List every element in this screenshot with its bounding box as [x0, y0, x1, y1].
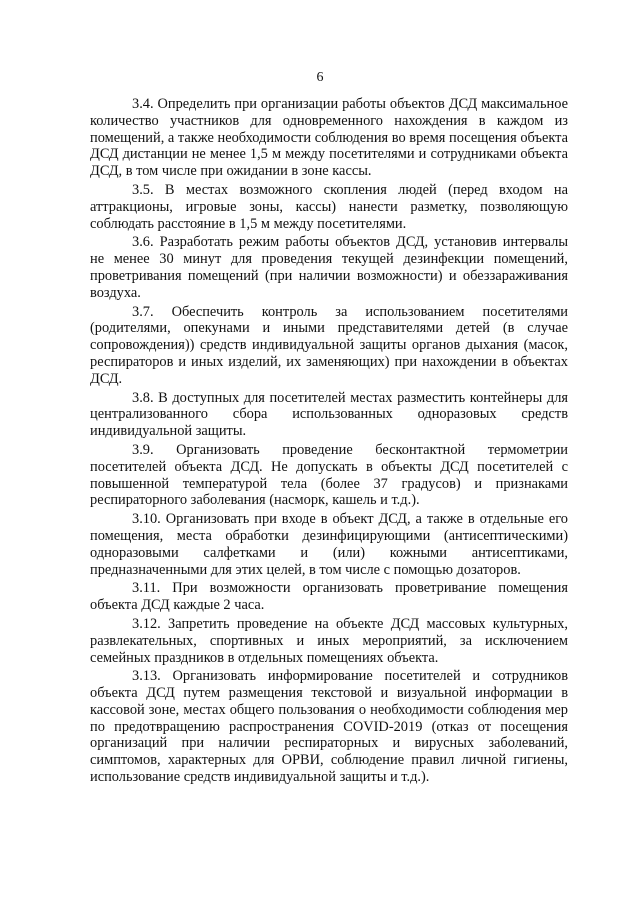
paragraph-3-11: 3.11. При возможности организовать проветривание помещения объекта ДСД каждые 2 часа.	[90, 580, 568, 614]
paragraph-3-4: 3.4. Определить при организации работы объектов ДСД максимальное количество участников для одновременного нахождения в каждом из помещений, а также необходимости соблюдения во время посещения объекта ДСД дистанции не менее 1,5 м между посетителями и сотрудниками объекта ДСД, в том числе при ожидании в зоне кассы.	[90, 96, 568, 180]
paragraph-3-12: 3.12. Запретить проведение на объекте ДСД массовых культурных, развлекательных, спортивных и иных мероприятий, за исключением семейных праздников в отдельных помещениях объекта.	[90, 615, 568, 666]
paragraph-3-6: 3.6. Разработать режим работы объектов ДСД, установив интервалы не менее 30 минут для проведения текущей дезинфекции помещений, проветривания помещений (при наличии возможности) и обеззараживания воздуха.	[90, 234, 568, 301]
paragraph-3-8: 3.8. В доступных для посетителей местах разместить контейнеры для централизованного сбора использованных одноразовых средств индивидуальной защиты.	[90, 389, 568, 440]
paragraph-3-5: 3.5. В местах возможного скопления людей (перед входом на аттракционы, игровые зоны, кассы) нанести разметку, позволяющую соблюдать расстояние в 1,5 м между посетителями.	[90, 181, 568, 232]
paragraph-3-13: 3.13. Организовать информирование посетителей и сотрудников объекта ДСД путем размещения текстовой и визуальной информации в кассовой зоне, местах общего пользования о необходимости соблюдения мер по предотвращению распространения COVID-2019 (отказ от посещения организаций при наличии респираторных и вирусных заболеваний, симптомов, характерных для ОРВИ, соблюдение правил личной гигиены, использование средств индивидуальной защиты и т.д.).	[90, 668, 568, 786]
paragraph-3-9: 3.9. Организовать проведение бесконтактной термометрии посетителей объекта ДСД. Не допускать в объекты ДСД посетителей с повышенной температурой тела (более 37 градусов) и признаками респираторного заболевания (насморк, кашель и т.д.).	[90, 441, 568, 509]
paragraph-3-10: 3.10. Организовать при входе в объект ДСД, а также в отдельные его помещения, места обработки дезинфицирующими (антисептическими) одноразовыми салфетками и (или) кожными антисептиками, предназначенными для этих целей, в том числе с помощью дозаторов.	[90, 511, 568, 578]
page-number: 6	[316, 70, 324, 85]
document-body	[90, 96, 568, 788]
paragraph-3-7: 3.7. Обеспечить контроль за использованием посетителями (родителями, опекунами и иными представителями детей (в случае сопровождения)) средств индивидуальной защиты органов дыхания (масок, респираторов и иных изделий, их заменяющих) при нахождении в объектах ДСД.	[90, 303, 568, 387]
